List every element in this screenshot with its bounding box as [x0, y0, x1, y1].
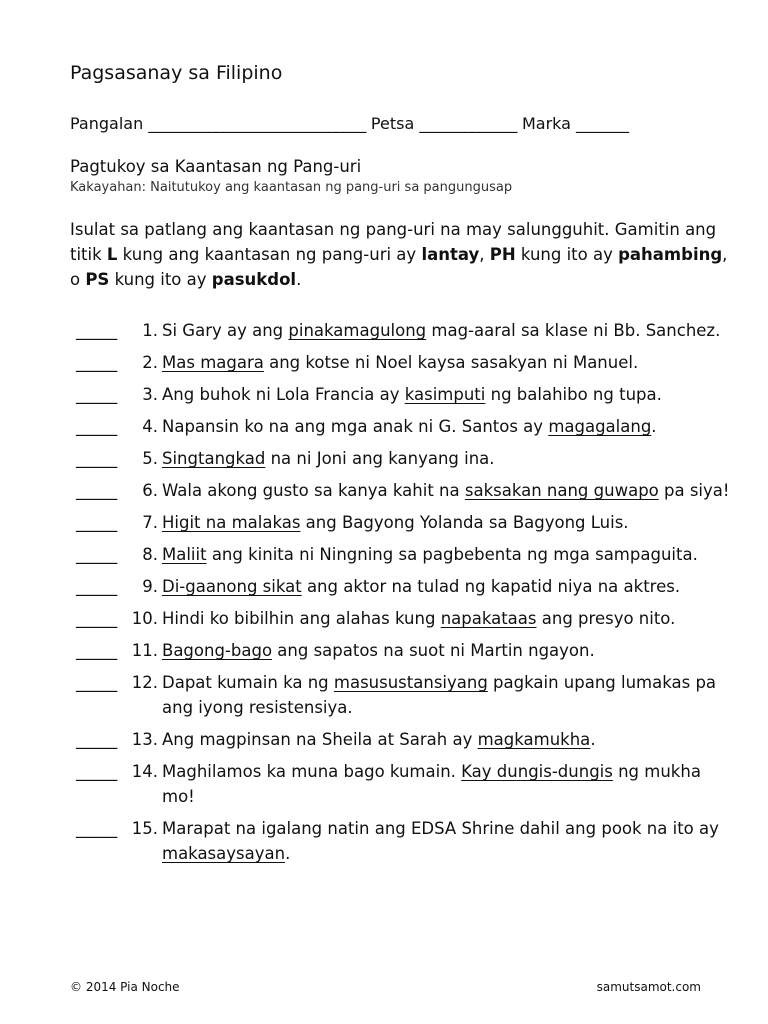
instr-bold: L — [106, 245, 118, 264]
instr-text: kung ito ay — [515, 245, 619, 264]
underlined-adjective: Higit na malakas — [162, 513, 301, 532]
section-title: Pagtukoy sa Kaantasan ng Pang-uri — [70, 157, 362, 176]
sentence-text: mag-aaral sa klase ni Bb. Sanchez. — [426, 321, 721, 340]
answer-blank: _____ — [76, 762, 118, 781]
underlined-adjective: Maliit — [162, 545, 207, 564]
exercise-item — [76, 638, 736, 663]
instr-bold: pasukdol — [211, 270, 297, 289]
item-number: 12. — [131, 673, 158, 692]
answer-blank: _____ — [76, 417, 118, 436]
answer-blank: _____ — [76, 353, 118, 372]
answer-blank: _____ — [76, 730, 118, 749]
exercise-item — [76, 759, 736, 809]
exercise-item — [76, 727, 736, 752]
exercise-item — [76, 670, 736, 720]
exercise-item — [76, 816, 736, 866]
sentence-text: ang aktor na tulad ng kapatid niya na aktres. — [301, 577, 681, 596]
exercise-item — [76, 446, 736, 471]
item-number: 6. — [142, 481, 158, 500]
instr-bold: pahambing — [618, 245, 723, 264]
exercise-item — [76, 414, 736, 439]
item-number: 14. — [131, 762, 158, 781]
sentence-text: Ang magpinsan na Sheila at Sarah ay — [162, 730, 478, 749]
item-sentence — [162, 510, 736, 535]
underlined-adjective: Bagong-bago — [162, 641, 273, 660]
item-sentence — [162, 478, 736, 503]
student-info-row — [70, 114, 629, 133]
answer-blank: _____ — [76, 577, 118, 596]
item-sentence — [162, 670, 736, 720]
page-title: Pagsasanay sa Filipino — [70, 62, 283, 84]
item-sentence — [162, 727, 736, 752]
item-number: 7. — [142, 513, 158, 532]
sentence-text: ng mukha mo! — [162, 762, 701, 806]
item-number: 4. — [142, 417, 158, 436]
sentence-text: Dapat kumain ka ng — [162, 673, 334, 692]
item-sentence — [162, 606, 736, 631]
instr-bold: PS — [85, 270, 110, 289]
item-sentence — [162, 542, 736, 567]
name-blank: _____________________________ — [148, 114, 366, 133]
item-number: 8. — [142, 545, 158, 564]
instr-bold: lantay — [421, 245, 480, 264]
answer-blank: _____ — [76, 609, 118, 628]
item-sentence — [162, 350, 736, 375]
name-label: Pangalan — [70, 114, 144, 133]
sentence-text: Napansin ko na ang mga anak ni G. Santos ay — [162, 417, 549, 436]
sentence-text: Marapat na igalang natin ang EDSA Shrine dahil ang pook na ito ay — [162, 819, 719, 838]
exercise-item — [76, 382, 736, 407]
exercise-item — [76, 606, 736, 631]
item-number: 13. — [131, 730, 158, 749]
underlined-adjective: Kay dungis-dungis — [461, 762, 613, 781]
sentence-text: Hindi ko bibilhin ang alahas kung — [162, 609, 441, 628]
item-sentence — [162, 446, 736, 471]
underlined-adjective: makasaysayan — [162, 844, 286, 863]
instr-text: kung ito ay — [109, 270, 212, 289]
sentence-text: Ang buhok ni Lola Francia ay — [162, 385, 405, 404]
instr-bold: PH — [489, 245, 516, 264]
copyright-footer: © 2014 Pia Noche — [70, 980, 180, 994]
sentence-text: ang kotse ni Noel kaysa sasakyan ni Manuel. — [263, 353, 639, 372]
sentence-text: ang Bagyong Yolanda sa Bagyong Luis. — [300, 513, 629, 532]
exercise-item — [76, 478, 736, 503]
underlined-adjective: pinakamagulong — [288, 321, 427, 340]
item-sentence — [162, 816, 736, 866]
date-label: Petsa — [370, 114, 415, 133]
exercise-item — [76, 350, 736, 375]
sentence-text: ang sapatos na suot ni Martin ngayon. — [272, 641, 595, 660]
exercise-list — [76, 318, 736, 873]
item-sentence — [162, 638, 736, 663]
answer-blank: _____ — [76, 641, 118, 660]
instr-text: , — [479, 245, 490, 264]
answer-blank: _____ — [76, 513, 118, 532]
instr-text: kung ang kaantasan ng pang-uri ay — [117, 245, 422, 264]
item-sentence — [162, 318, 736, 343]
sentence-text: ang kinita ni Ningning sa pagbebenta ng mga sampaguita. — [206, 545, 698, 564]
underlined-adjective: saksakan nang guwapo — [464, 481, 659, 500]
date-blank: _____________ — [419, 114, 517, 133]
item-number: 2. — [142, 353, 158, 372]
skill-description: Kakayahan: Naitutukoy ang kaantasan ng pang-uri sa pangungusap — [70, 180, 513, 195]
item-sentence — [162, 759, 736, 809]
item-sentence — [162, 574, 736, 599]
score-blank: _______ — [576, 114, 629, 133]
item-sentence — [162, 382, 736, 407]
instructions — [70, 217, 730, 292]
answer-blank: _____ — [76, 385, 118, 404]
sentence-text: pagkain upang lumakas pa ang iyong resistensiya. — [162, 673, 717, 717]
score-label: Marka — [521, 114, 571, 133]
item-number: 10. — [131, 609, 158, 628]
answer-blank: _____ — [76, 321, 118, 340]
instr-text: Isulat sa patlang ang kaantasan ng pang-uri na may salungguhit. Gamitin ang titik — [70, 220, 717, 264]
underlined-adjective: magagalang — [548, 417, 652, 436]
sentence-text: . — [651, 417, 657, 436]
exercise-item — [76, 574, 736, 599]
item-number: 15. — [131, 819, 158, 838]
underlined-adjective: Di-gaanong sikat — [162, 577, 302, 596]
instr-text: , o — [70, 245, 728, 289]
item-number: 5. — [142, 449, 158, 468]
answer-blank: _____ — [76, 545, 118, 564]
sentence-text: . — [285, 844, 291, 863]
instr-text: . — [296, 270, 302, 289]
exercise-item — [76, 510, 736, 535]
sentence-text: ang presyo nito. — [536, 609, 676, 628]
item-number: 11. — [131, 641, 158, 660]
underlined-adjective: Singtangkad — [162, 449, 266, 468]
answer-blank: _____ — [76, 819, 118, 838]
underlined-adjective: Mas magara — [162, 353, 264, 372]
sentence-text: ng balahibo ng tupa. — [485, 385, 662, 404]
underlined-adjective: masusustansiyang — [333, 673, 488, 692]
item-number: 9. — [142, 577, 158, 596]
item-number: 1. — [142, 321, 158, 340]
item-sentence — [162, 414, 736, 439]
underlined-adjective: kasimputi — [404, 385, 486, 404]
site-footer: samutsamot.com — [596, 980, 701, 994]
sentence-text: Maghilamos ka muna bago kumain. — [162, 762, 462, 781]
exercise-item — [76, 318, 736, 343]
sentence-text: na ni Joni ang kanyang ina. — [265, 449, 495, 468]
answer-blank: _____ — [76, 449, 118, 468]
sentence-text: Si Gary ay ang — [162, 321, 289, 340]
underlined-adjective: magkamukha — [477, 730, 591, 749]
answer-blank: _____ — [76, 481, 118, 500]
sentence-text: pa siya! — [658, 481, 730, 500]
exercise-item — [76, 542, 736, 567]
sentence-text: . — [590, 730, 596, 749]
answer-blank: _____ — [76, 673, 118, 692]
underlined-adjective: napakataas — [440, 609, 537, 628]
sentence-text: Wala akong gusto sa kanya kahit na — [162, 481, 465, 500]
item-number: 3. — [142, 385, 158, 404]
